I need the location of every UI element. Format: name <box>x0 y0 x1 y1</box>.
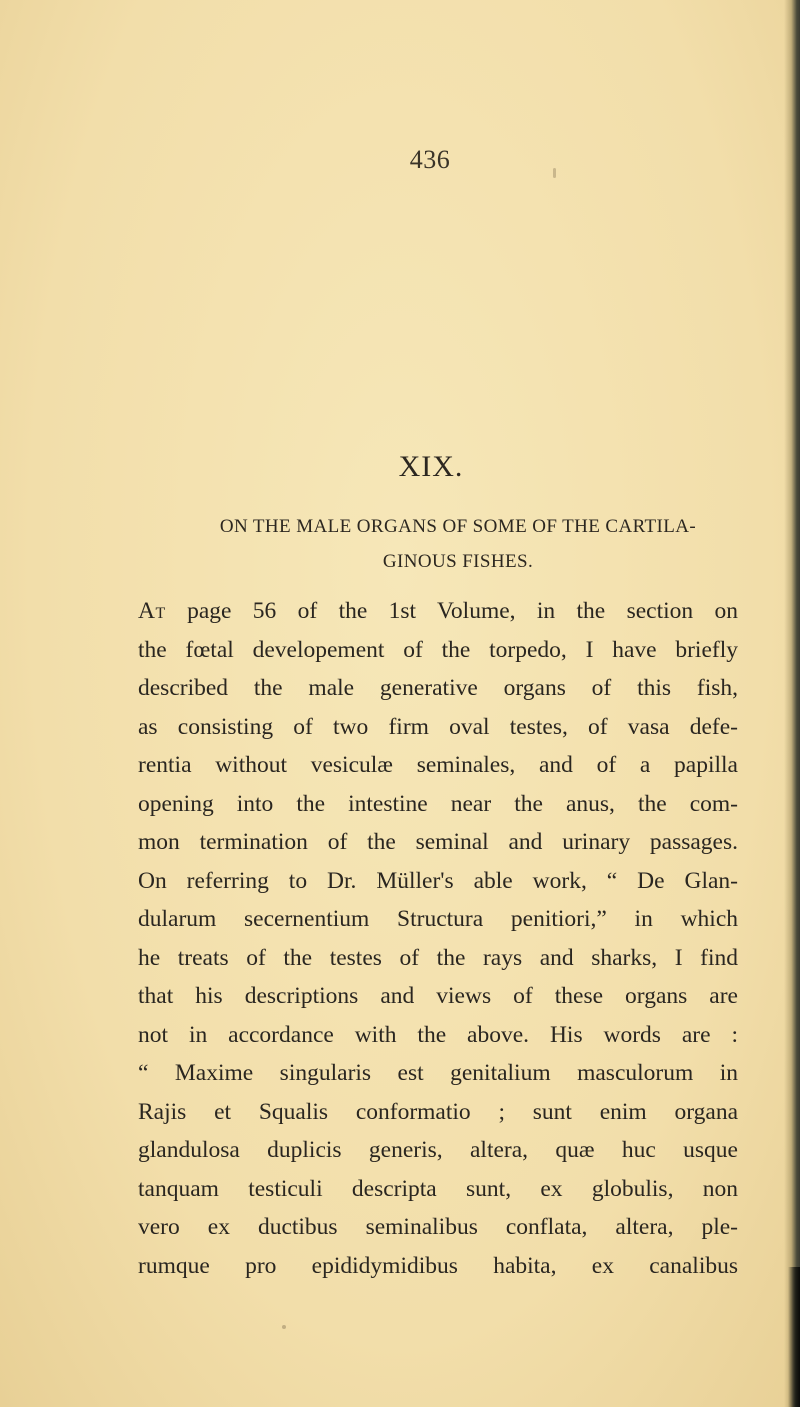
page-number: 436 <box>409 145 451 174</box>
text-line: opening into the intestine near the anus, the com- <box>138 790 738 817</box>
text-line: the fœtal developement of the torpedo, I have briefly <box>138 636 738 663</box>
text-line: On referring to Dr. Müller's able work, “ De Glan- <box>138 867 738 894</box>
text-line: as consisting of two firm oval testes, of vasa defe- <box>138 713 738 740</box>
text-line: vero ex ductibus seminalibus conflata, altera, ple- <box>138 1214 738 1240</box>
text-line: that his descriptions and views of these organs are <box>138 983 738 1009</box>
chapter-title <box>138 509 778 579</box>
text-line: not in accordance with the above. His words are : <box>138 1021 738 1048</box>
text-line: glandulosa duplicis generis, altera, quæ huc usque <box>138 1137 738 1163</box>
text-line: Rajis et Squalis conformatio ; sunt enim organa <box>138 1098 738 1125</box>
body-paragraph <box>138 592 738 1285</box>
first-word: At <box>138 598 166 624</box>
text-line: rumque pro epididymidibus habita, ex canalibus <box>138 1252 738 1279</box>
text-line: dularum secernentium Structura penitiori,” in which <box>138 906 738 932</box>
page-edge-dark-corner <box>788 1267 800 1407</box>
text-line-rest: page 56 of the 1st Volume, in the section on <box>165 598 738 624</box>
text-line: mon termination of the seminal and urinary passages. <box>138 829 738 855</box>
chapter-title-line: GINOUS FISHES. <box>382 551 534 572</box>
text-line: rentia without vesiculæ seminales, and of a papilla <box>138 752 738 778</box>
paper-speck <box>282 1325 286 1329</box>
page-edge-shadow <box>784 0 800 1407</box>
text-line <box>138 592 738 631</box>
text-line: “ Maxime singularis est genitalium masculorum in <box>138 1060 738 1086</box>
text-line: described the male generative organs of this fish, <box>138 675 738 701</box>
chapter-number: XIX. <box>398 450 464 483</box>
paper-speck <box>553 168 556 178</box>
text-line: tanquam testiculi descripta sunt, ex globulis, non <box>138 1175 738 1202</box>
text-line: he treats of the testes of the rays and sharks, I find <box>138 944 738 971</box>
chapter-title-line: ON THE MALE ORGANS OF SOME OF THE CARTILA- <box>219 516 697 537</box>
